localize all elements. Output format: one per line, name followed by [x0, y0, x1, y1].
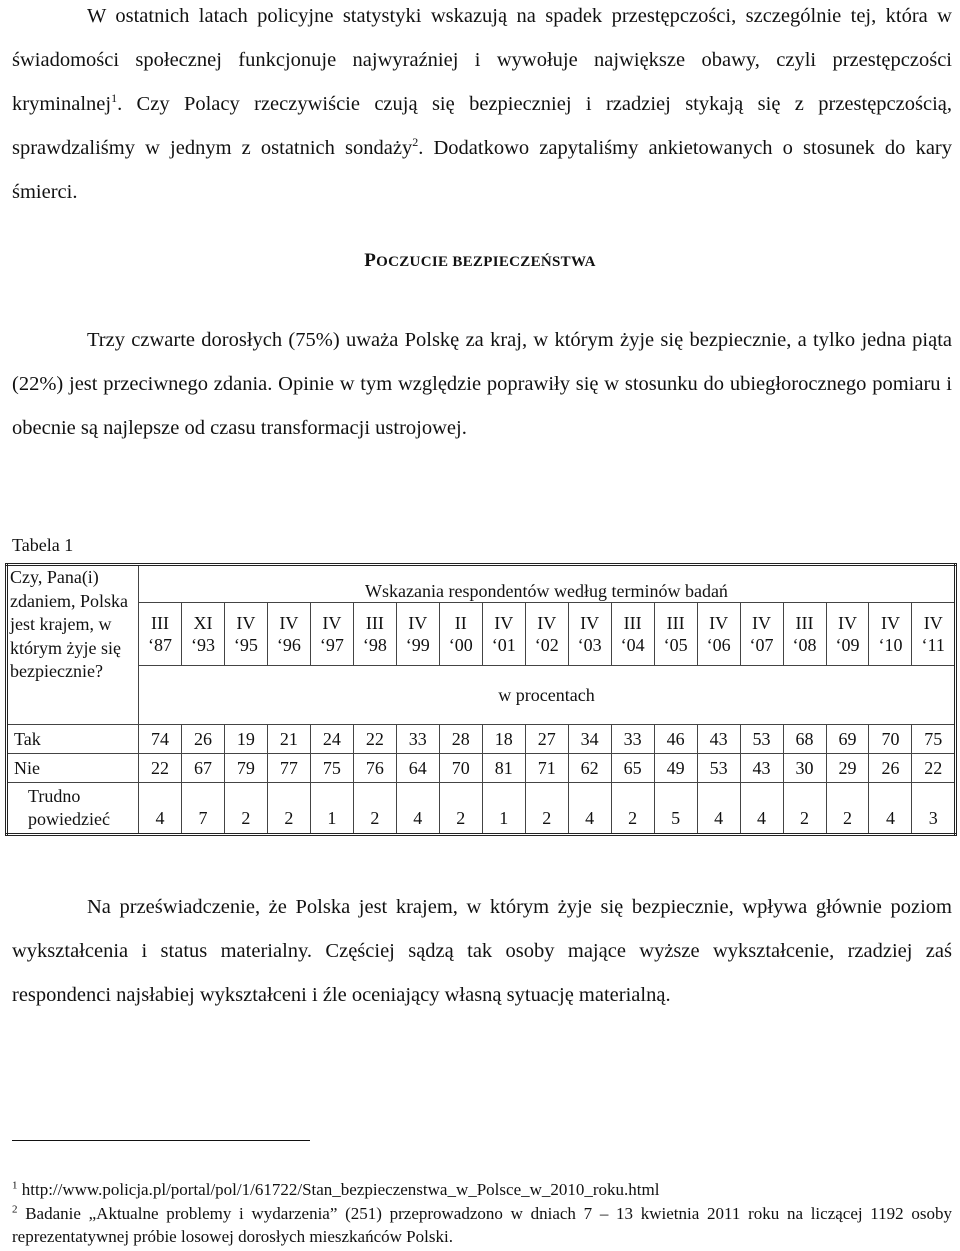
value-cell: 5 [654, 783, 697, 835]
term-cell [783, 603, 826, 666]
term-year: ‘99 [405, 635, 430, 655]
terms-row [7, 603, 956, 666]
value-cell: 27 [525, 725, 568, 754]
term-month: II [454, 613, 467, 633]
row-label: Trudno powiedzieć [7, 783, 139, 835]
term-cell [525, 603, 568, 666]
term-cell [139, 603, 182, 666]
term-cell [267, 603, 310, 666]
table-row [7, 783, 956, 835]
term-month: III [150, 613, 169, 633]
value-cell: 2 [783, 783, 826, 835]
footnote-1-link[interactable]: http://www.policja.pl/portal/pol/1/61722/Stan_bezpieczenstwa_w_Polsce_w_2010_roku.html [21, 1180, 660, 1199]
term-year: ‘93 [190, 635, 215, 655]
value-cell: 65 [611, 754, 654, 783]
value-cell: 4 [396, 783, 439, 835]
value-cell: 67 [181, 754, 224, 783]
value-cell: 1 [310, 783, 353, 835]
term-month: III [623, 613, 642, 633]
term-year: ‘97 [319, 635, 344, 655]
term-month: IV [494, 613, 514, 633]
table-header-row [7, 565, 956, 603]
term-year: ‘01 [491, 635, 516, 655]
row-label: Nie [7, 754, 139, 783]
term-cell [310, 603, 353, 666]
value-cell: 24 [310, 725, 353, 754]
term-cell [654, 603, 697, 666]
term-cell [353, 603, 396, 666]
term-month: XI [193, 613, 213, 633]
term-month: IV [408, 613, 428, 633]
row-label: Tak [7, 725, 139, 754]
footnote-2-text: Badanie „Aktualne problemy i wydarzenia” (251) przeprowadzono w dniach 7 – 13 kwietnia 2011 roku na liczącej 1192 osoby reprezentatywnej próbie losowej dorosłych mieszkańców Polski. [12, 1204, 953, 1246]
value-cell: 22 [912, 754, 956, 783]
value-cell: 70 [439, 754, 482, 783]
value-cell: 76 [353, 754, 396, 783]
value-cell: 1 [482, 783, 525, 835]
value-cell: 71 [525, 754, 568, 783]
footnote-ref-1[interactable]: 1 [111, 91, 118, 106]
term-cell [826, 603, 869, 666]
term-year: ‘87 [147, 635, 172, 655]
value-cell: 75 [310, 754, 353, 783]
paragraph-education-influence: Na przeświadczenie, że Polska jest krajem, w którym żyje się bezpiecznie, wpływa głównie poziom wykształcenia i status materialny. Częściej sądzą tak osoby mające wyższe wykształcenie, rzadziej zaś respondenci najsłabiej wykształceni i źle oceniający własną sytuację materialną. [12, 896, 952, 1006]
value-cell: 4 [568, 783, 611, 835]
paragraph-security-opinion: Trzy czwarte dorosłych (75%) uważa Polskę za kraj, w którym żyje się bezpiecznie, a tylko jedna piąta (22%) jest przeciwnego zdania. Opinie w tym względzie poprawiły się w stosunku do ubiegłorocznego pomiaru i obecnie są najlepsze od czasu transformacji ustrojowej. [12, 329, 952, 439]
value-cell: 49 [654, 754, 697, 783]
value-cell: 7 [181, 783, 224, 835]
term-cell [869, 603, 912, 666]
term-year: ‘96 [276, 635, 301, 655]
value-cell: 34 [568, 725, 611, 754]
term-month: IV [752, 613, 772, 633]
term-year: ‘06 [706, 635, 731, 655]
footnote-ref-2[interactable]: 2 [412, 135, 419, 150]
term-cell [181, 603, 224, 666]
value-cell: 22 [353, 725, 396, 754]
term-month: IV [236, 613, 256, 633]
section-heading-initial: P [364, 250, 377, 271]
term-year: ‘11 [921, 635, 945, 655]
term-month: IV [537, 613, 557, 633]
term-cell [912, 603, 956, 666]
term-year: ‘95 [233, 635, 258, 655]
value-cell: 2 [611, 783, 654, 835]
value-cell: 26 [181, 725, 224, 754]
value-cell: 70 [869, 725, 912, 754]
value-cell: 33 [396, 725, 439, 754]
footnote-separator [12, 1140, 310, 1141]
term-month: III [365, 613, 384, 633]
value-cell: 33 [611, 725, 654, 754]
terms-header: Wskazania respondentów według terminów badań [139, 565, 956, 603]
value-cell: 2 [224, 783, 267, 835]
value-cell: 19 [224, 725, 267, 754]
value-cell: 4 [869, 783, 912, 835]
term-cell [697, 603, 740, 666]
intro-text-2: . Czy Polacy rzeczywiście czują się bezpieczniej i rzadziej stykają się z przestępczością, sprawdzaliśmy w jednym z ostatnich sondaży [12, 93, 952, 159]
footnote-2-number: 2 [12, 1203, 18, 1216]
value-cell: 64 [396, 754, 439, 783]
value-cell: 30 [783, 754, 826, 783]
value-cell: 74 [139, 725, 182, 754]
value-cell: 2 [525, 783, 568, 835]
table-row [7, 725, 956, 754]
value-cell: 3 [912, 783, 956, 835]
value-cell: 81 [482, 754, 525, 783]
term-month: IV [880, 613, 900, 633]
term-year: ‘09 [835, 635, 860, 655]
term-year: ‘04 [620, 635, 645, 655]
value-cell: 18 [482, 725, 525, 754]
table-caption: Tabela 1 [12, 535, 74, 555]
footnote-1 [12, 1178, 952, 1201]
term-year: ‘05 [663, 635, 688, 655]
term-cell [611, 603, 654, 666]
value-cell: 21 [267, 725, 310, 754]
value-cell: 77 [267, 754, 310, 783]
value-cell: 53 [697, 754, 740, 783]
section-heading-rest: OCZUCIE BEZPIECZEŃSTWA [376, 254, 596, 270]
intro-paragraph [12, 0, 952, 214]
term-month: IV [580, 613, 600, 633]
question-cell: Czy, Pana(i) zdaniem, Polska jest krajem, w którym żyje się bezpiecznie? [7, 565, 139, 725]
term-month: IV [322, 613, 342, 633]
term-year: ‘02 [534, 635, 559, 655]
term-year: ‘98 [362, 635, 387, 655]
value-cell: 2 [353, 783, 396, 835]
table-row [7, 754, 956, 783]
value-cell: 22 [139, 754, 182, 783]
footnote-1-number: 1 [12, 1179, 18, 1192]
term-cell [482, 603, 525, 666]
value-cell: 2 [826, 783, 869, 835]
footnote-2 [12, 1202, 952, 1248]
value-cell: 43 [697, 725, 740, 754]
value-cell: 75 [912, 725, 956, 754]
term-cell [439, 603, 482, 666]
term-cell [568, 603, 611, 666]
value-cell: 2 [267, 783, 310, 835]
term-cell [740, 603, 783, 666]
term-month: IV [279, 613, 299, 633]
value-cell: 28 [439, 725, 482, 754]
term-month: IV [923, 613, 943, 633]
value-cell: 2 [439, 783, 482, 835]
security-table [5, 563, 957, 836]
value-cell: 46 [654, 725, 697, 754]
value-cell: 69 [826, 725, 869, 754]
term-month: IV [709, 613, 729, 633]
value-cell: 4 [139, 783, 182, 835]
value-cell: 4 [697, 783, 740, 835]
term-month: III [666, 613, 685, 633]
value-cell: 62 [568, 754, 611, 783]
intro-text-3: . Dodatkowo zapytaliśmy ankietowanych o stosunek do kary śmierci. [12, 137, 952, 203]
term-cell [396, 603, 439, 666]
term-year: ‘00 [448, 635, 473, 655]
value-cell: 53 [740, 725, 783, 754]
term-year: ‘08 [792, 635, 817, 655]
unit-row [7, 666, 956, 725]
term-cell [224, 603, 267, 666]
value-cell: 43 [740, 754, 783, 783]
value-cell: 68 [783, 725, 826, 754]
term-year: ‘07 [749, 635, 774, 655]
value-cell: 4 [740, 783, 783, 835]
intro-text-1: W ostatnich latach policyjne statystyki wskazują na spadek przestępczości, szczególnie tej, która w świadomości społecznej funkcjonuje najwyraźniej i wywołuje największe obawy, czyli przestępczości kryminalnej [12, 5, 952, 115]
value-cell: 29 [826, 754, 869, 783]
term-month: III [795, 613, 814, 633]
term-year: ‘10 [878, 635, 903, 655]
value-cell: 79 [224, 754, 267, 783]
value-cell: 26 [869, 754, 912, 783]
unit-cell: w procentach [139, 666, 956, 725]
section-heading [0, 250, 960, 272]
term-month: IV [837, 613, 857, 633]
term-year: ‘03 [577, 635, 602, 655]
